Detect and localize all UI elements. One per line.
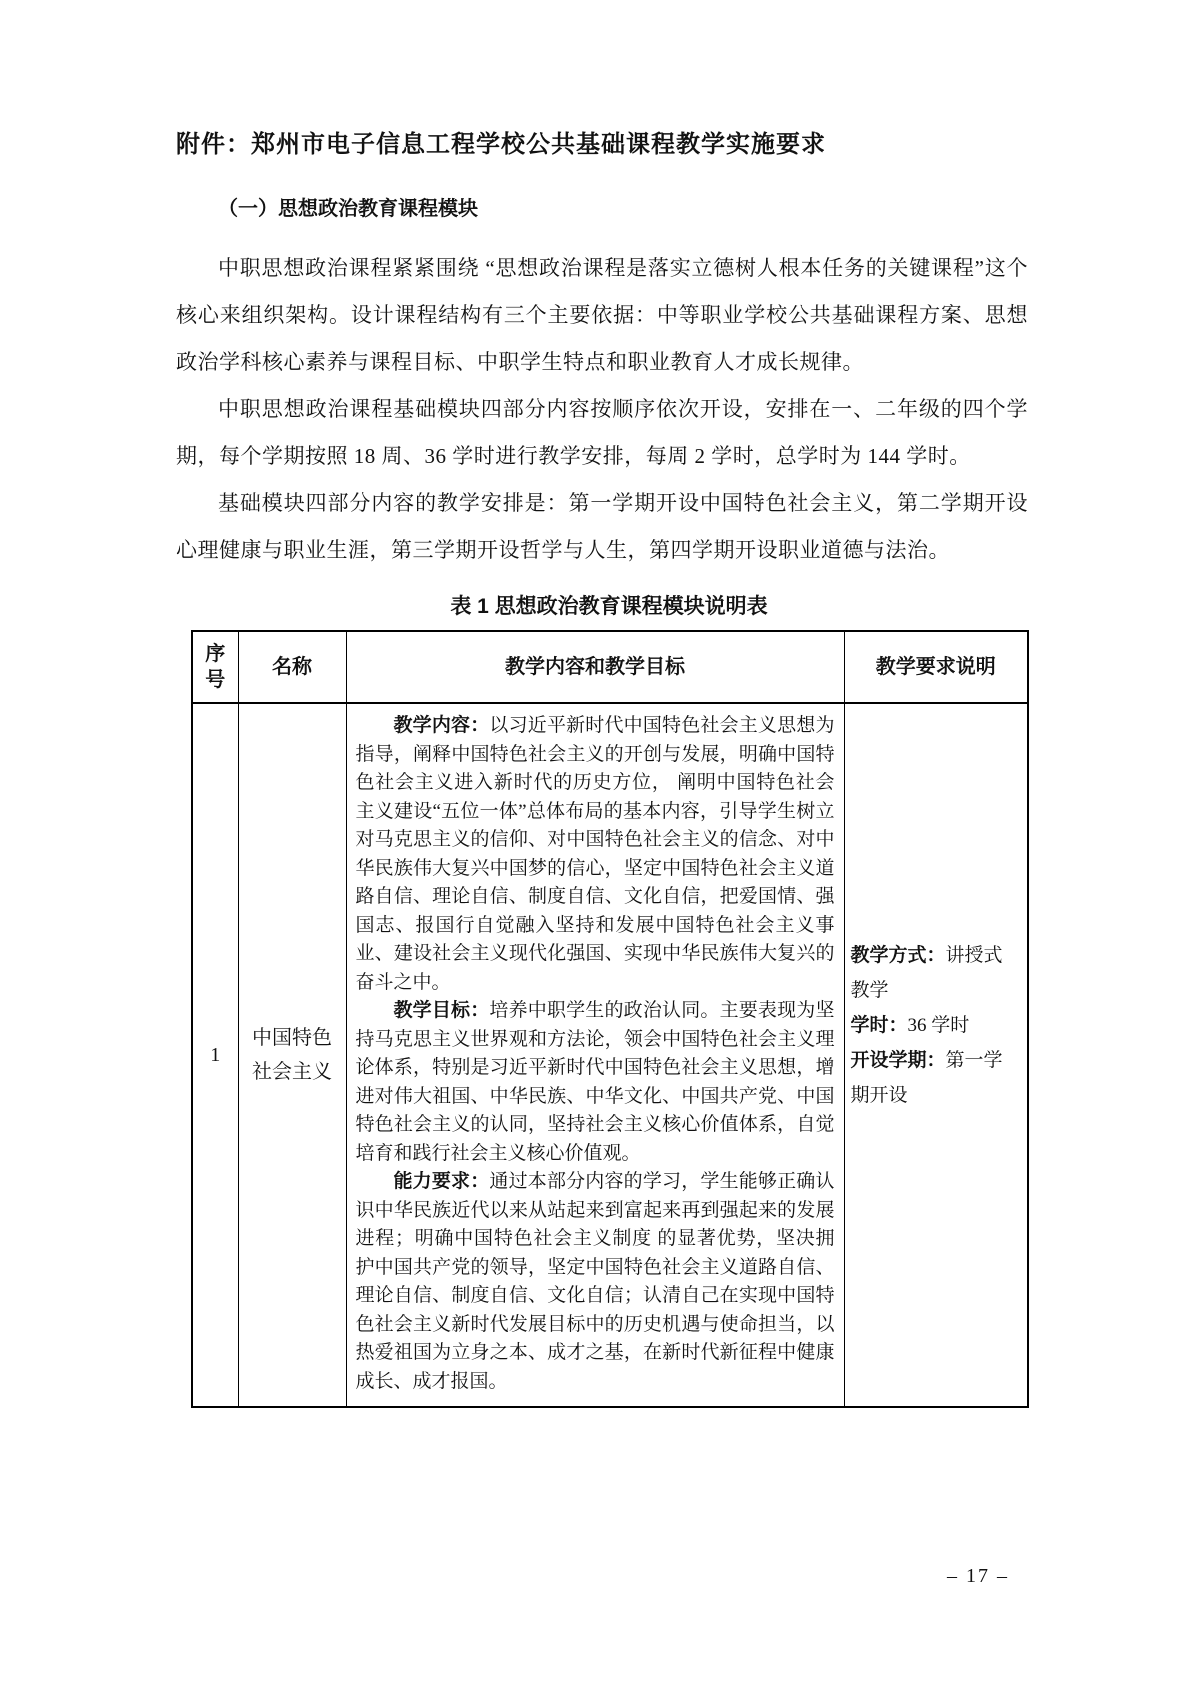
- table-row: [192, 703, 1028, 1407]
- page-number: – 17 –: [947, 1565, 1009, 1587]
- paragraph-2: 中职思想政治课程基础模块四部分内容按顺序依次开设，安排在一、二年级的四个学期，每个学期按照 18 周、36 学时进行教学安排，每周 2 学时，总学时为 144 学时。: [176, 397, 1028, 468]
- teaching-content-section: [356, 712, 835, 997]
- section-label: 教学目标：: [393, 1000, 490, 1021]
- section-text: 通过本部分内容的学习，学生能够正确认识中华民族近代以来从站起来到富起来再到强起来的发展进程；明确中国特色社会主义制度 的显著优势，坚决拥护中国共产党的领导，坚定中国特色社会主义道路自信、理论自信、制度自信、文化自信；认清自己在实现中国特色社会主义新时代发展目标中的历史机遇与使命担当，以热爱祖国为立身之本、成才之基，在新时代新征程中健康成长、成才报国。: [355, 1171, 835, 1392]
- table-header-row: [192, 631, 1028, 703]
- section-label: 教学内容：: [393, 715, 490, 736]
- section-heading: （一）思想政治教育课程模块: [218, 198, 478, 220]
- cell-teaching-requirements: [844, 703, 1028, 1407]
- page-title: 附件：郑州市电子信息工程学校公共基础课程教学实施要求: [176, 131, 826, 158]
- ability-requirement-section: [356, 1168, 835, 1396]
- col-header-name: 名称: [238, 631, 346, 703]
- requirement-text: 36 学时: [907, 1014, 970, 1036]
- teaching-goal-section: [356, 997, 835, 1168]
- requirement-text: 讲授式教学: [850, 944, 1003, 1001]
- requirement-hours: [851, 1008, 1022, 1043]
- col-header-content: 教学内容和教学目标: [346, 631, 844, 703]
- section-label: 能力要求：: [393, 1171, 490, 1192]
- paragraph-1: 中职思想政治课程紧紧围绕 “思想政治课程是落实立德树人根本任务的关键课程”这个核心来组织架构。设计课程结构有三个主要依据：中等职业学校公共基础课程方案、思想政治学科核心素养与课程目标、中职学生特点和职业教育人才成长规律。: [176, 256, 1028, 374]
- paragraph-3: 基础模块四部分内容的教学安排是：第一学期开设中国特色社会主义，第二学期开设心理健康与职业生涯，第三学期开设哲学与人生，第四学期开设职业道德与法治。: [176, 491, 1028, 562]
- requirement-label: 开设学期：: [850, 1049, 946, 1071]
- requirement-label: 教学方式：: [850, 944, 946, 966]
- requirement-semester: [851, 1043, 1022, 1113]
- table-header: [192, 631, 1028, 703]
- requirement-method: [851, 938, 1022, 1008]
- course-module-table: [191, 630, 1029, 1408]
- section-text: 培养中职学生的政治认同。主要表现为坚持马克思主义世界观和方法论，领会中国特色社会主义理论体系，特别是习近平新时代中国特色社会主义思想，增进对伟大祖国、中华民族、中华文化、中国共产党、中国特色社会主义的认同，坚持社会主义核心价值体系，自觉培育和践行社会主义核心价值观。: [355, 1000, 835, 1164]
- table-caption: 表 1 思想政治教育课程模块说明表: [450, 595, 768, 618]
- requirement-label: 学时：: [850, 1014, 908, 1036]
- cell-teaching-content: [346, 703, 844, 1407]
- cell-index: 1: [192, 703, 238, 1407]
- cell-course-name: 中国特色社会主义: [238, 703, 346, 1407]
- col-header-index: 序号: [192, 631, 238, 703]
- col-header-requirements: 教学要求说明: [844, 631, 1028, 703]
- table-body: [192, 703, 1028, 1407]
- section-text: 以习近平新时代中国特色社会主义思想为指导，阐释中国特色社会主义的开创与发展，明确中国特色社会主义进入新时代的历史方位， 阐明中国特色社会主义建设“五位一体”总体布局的基本内容，引导学生树立对马克思主义的信仰、对中国特色社会主义的信念、对中华民族伟大复兴中国梦的信心，坚定中国特色社会主义道路自信、理论自信、制度自信、文化自信，把爱国情、强国志、报国行自觉融入坚持和发展中国特色社会主义事业、建设社会主义现代化强国、实现中华民族伟大复兴的奋斗之中。: [355, 715, 835, 993]
- requirement-text: 第一学期开设: [850, 1049, 1003, 1106]
